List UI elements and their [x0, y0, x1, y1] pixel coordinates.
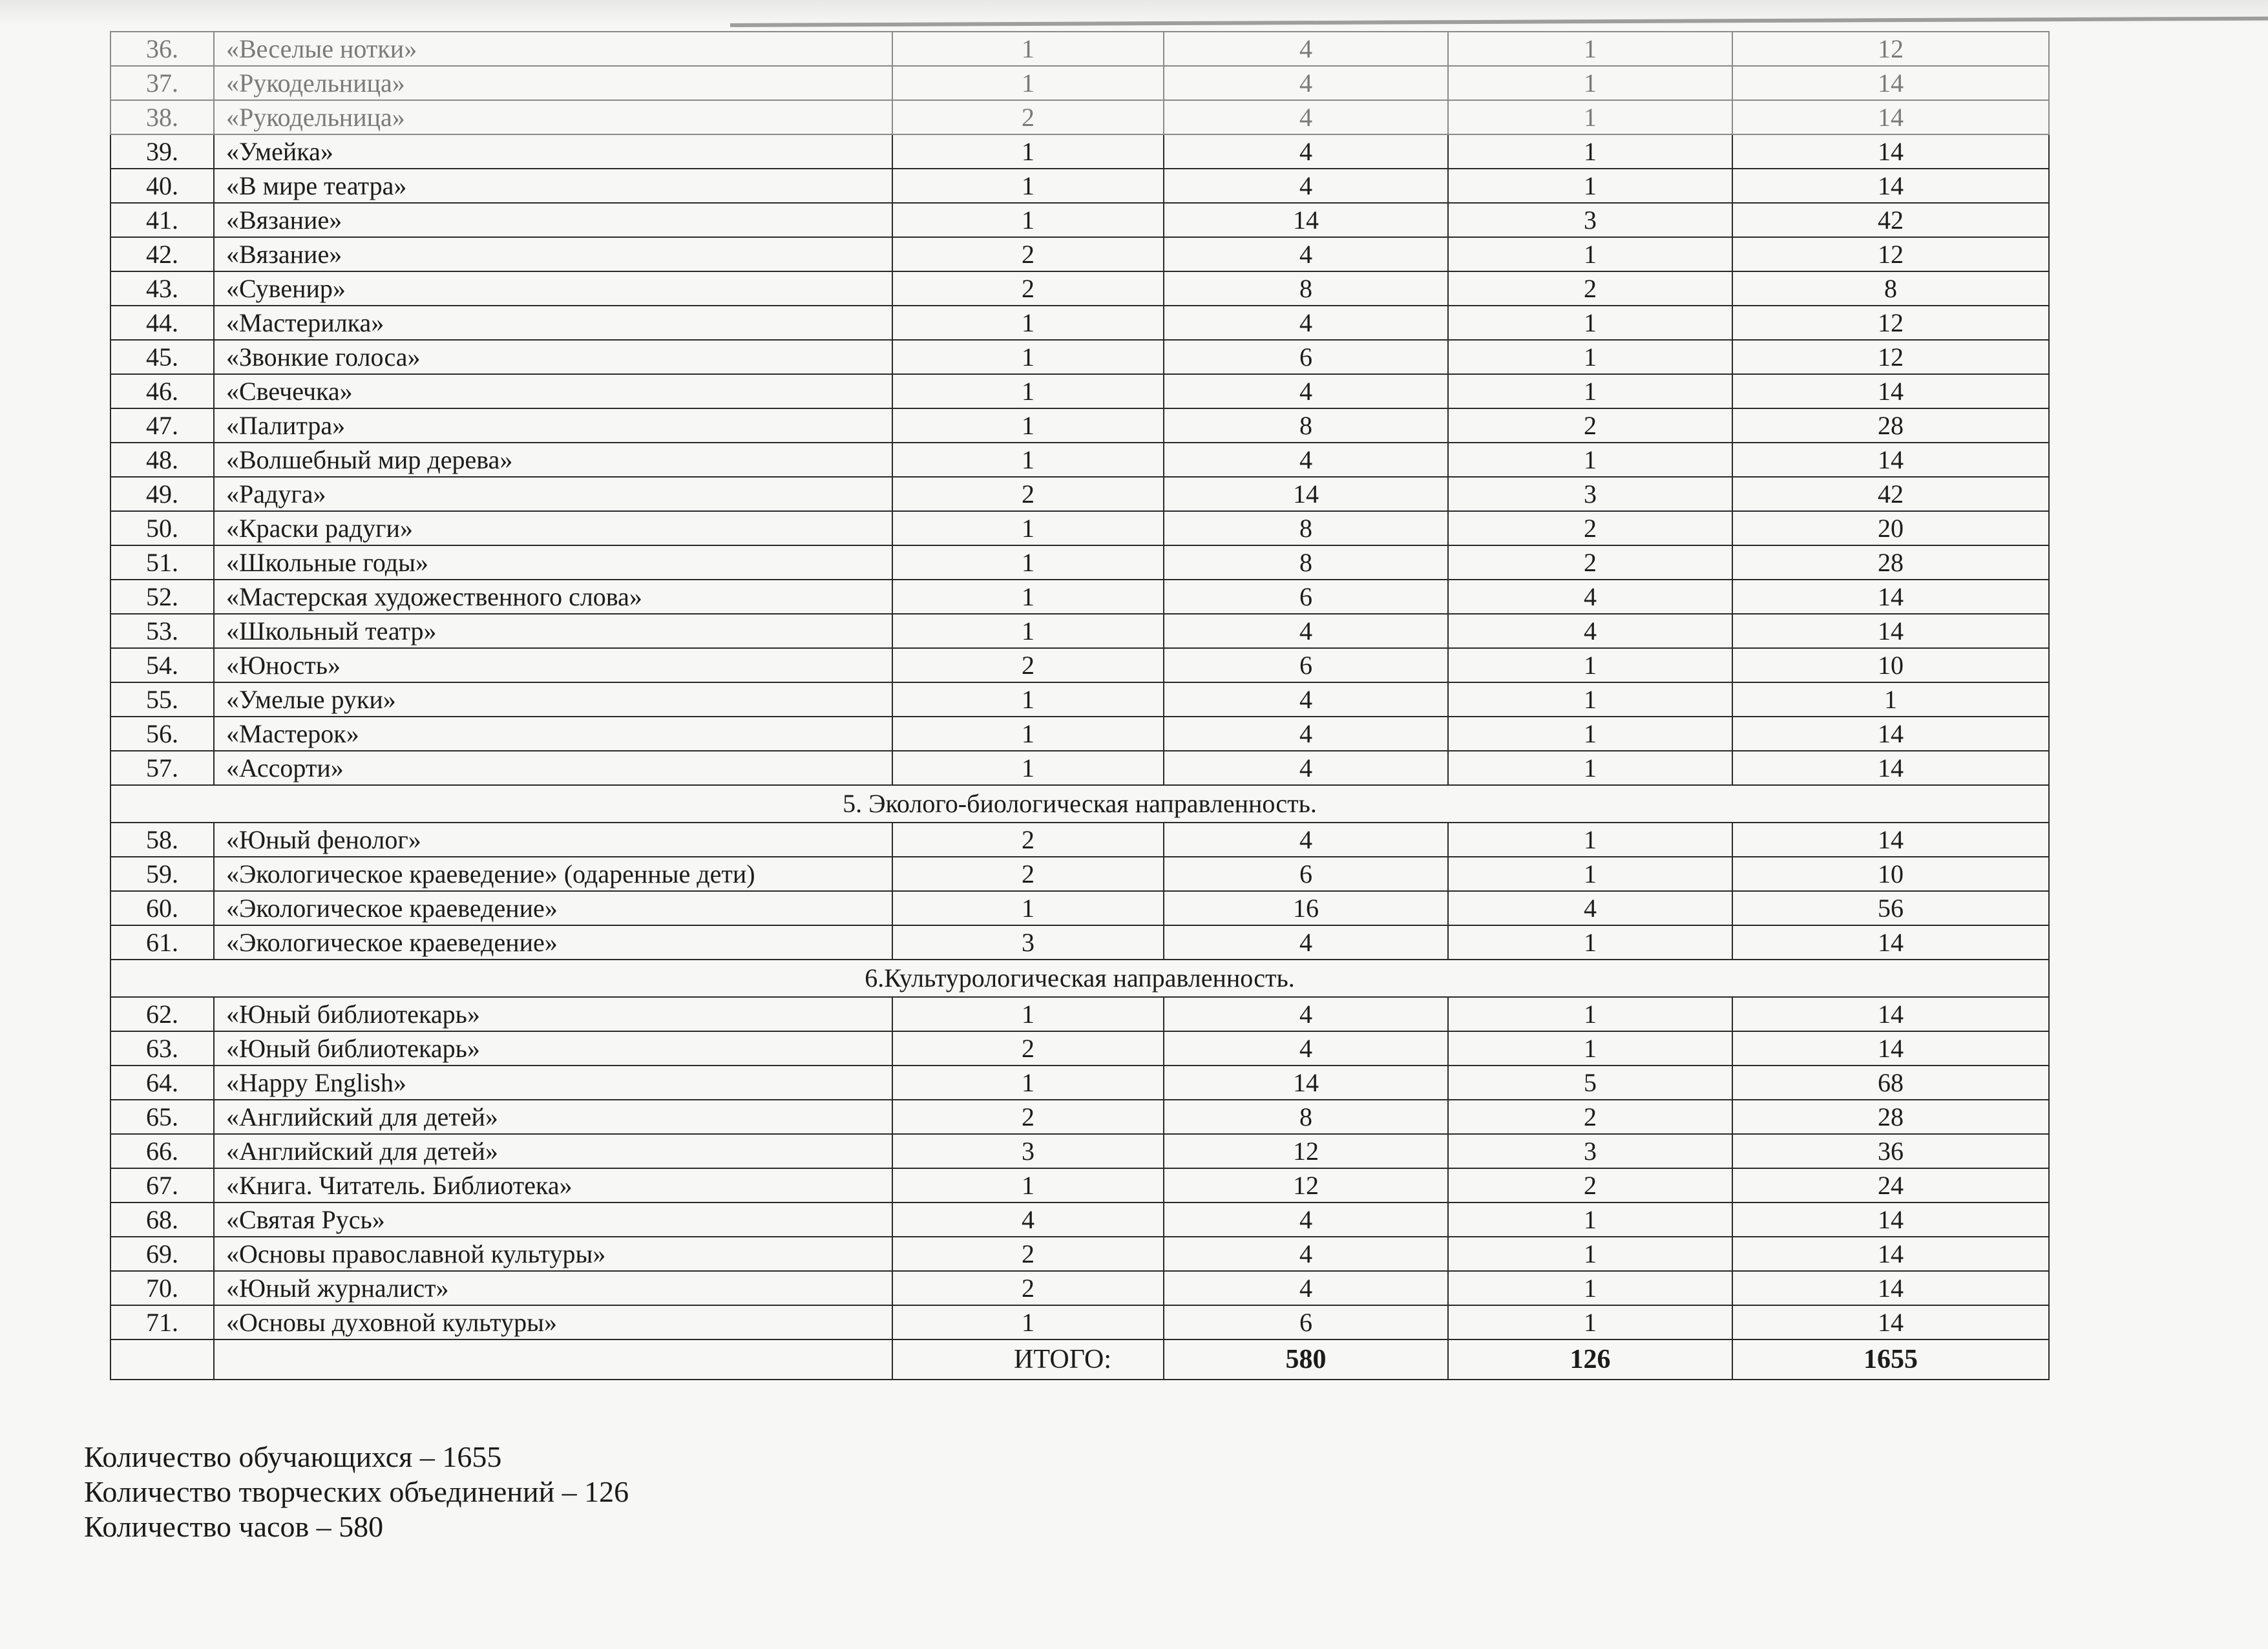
hours-per-week: 4 [1164, 1031, 1448, 1066]
group-count: 1 [1448, 66, 1732, 100]
table-row [110, 511, 2049, 545]
row-number: 54. [110, 648, 214, 682]
program-name: «Английский для детей» [214, 1134, 892, 1168]
student-count: 14 [1732, 374, 2049, 408]
table-row [110, 1100, 2049, 1134]
student-count: 12 [1732, 32, 2049, 66]
program-name: «Умелые руки» [214, 682, 892, 717]
student-count: 14 [1732, 580, 2049, 614]
student-count: 14 [1732, 134, 2049, 169]
row-number: 51. [110, 545, 214, 580]
document-sheet [110, 31, 2048, 1446]
year-of-study: 3 [892, 1134, 1164, 1168]
student-count: 14 [1732, 1271, 2049, 1305]
student-count: 14 [1732, 1305, 2049, 1339]
row-number: 60. [110, 891, 214, 925]
group-count: 1 [1448, 340, 1732, 374]
hours-per-week: 4 [1164, 100, 1448, 134]
hours-per-week: 6 [1164, 1305, 1448, 1339]
student-count: 14 [1732, 614, 2049, 648]
hours-per-week: 4 [1164, 751, 1448, 785]
year-of-study: 2 [892, 271, 1164, 306]
row-number: 45. [110, 340, 214, 374]
group-count: 2 [1448, 545, 1732, 580]
table-row [110, 169, 2049, 203]
program-name: «Ассорти» [214, 751, 892, 785]
year-of-study: 2 [892, 1031, 1164, 1066]
program-name: «Английский для детей» [214, 1100, 892, 1134]
row-number: 68. [110, 1203, 214, 1237]
program-name: «Веселые нотки» [214, 32, 892, 66]
year-of-study: 1 [892, 682, 1164, 717]
year-of-study: 2 [892, 100, 1164, 134]
row-number: 66. [110, 1134, 214, 1168]
table-row [110, 477, 2049, 511]
hours-per-week: 4 [1164, 1203, 1448, 1237]
program-name: «Волшебный мир дерева» [214, 443, 892, 477]
year-of-study: 1 [892, 511, 1164, 545]
hours-per-week: 16 [1164, 891, 1448, 925]
table-row [110, 580, 2049, 614]
program-name: «Экологическое краеведение» [214, 925, 892, 960]
year-of-study: 1 [892, 614, 1164, 648]
table-row [110, 374, 2049, 408]
year-of-study: 3 [892, 925, 1164, 960]
group-count: 2 [1448, 1168, 1732, 1203]
row-number: 67. [110, 1168, 214, 1203]
row-number: 44. [110, 306, 214, 340]
hours-per-week: 4 [1164, 717, 1448, 751]
table-row [110, 32, 2049, 66]
year-of-study: 1 [892, 751, 1164, 785]
total-label: ИТОГО: [892, 1339, 1164, 1380]
program-name: «Экологическое краеведение» (одаренные дети) [214, 857, 892, 891]
program-name: «Юность» [214, 648, 892, 682]
row-number: 55. [110, 682, 214, 717]
hours-per-week: 4 [1164, 997, 1448, 1031]
row-number: 49. [110, 477, 214, 511]
student-count: 14 [1732, 997, 2049, 1031]
group-count: 1 [1448, 100, 1732, 134]
hours-per-week: 8 [1164, 1100, 1448, 1134]
student-count: 36 [1732, 1134, 2049, 1168]
student-count: 14 [1732, 1031, 2049, 1066]
row-number: 64. [110, 1066, 214, 1100]
group-count: 1 [1448, 1237, 1732, 1271]
group-count: 1 [1448, 169, 1732, 203]
total-row [110, 1339, 2049, 1380]
section-row-culture [110, 960, 2049, 997]
table-row [110, 1031, 2049, 1066]
group-count: 1 [1448, 443, 1732, 477]
table-row [110, 682, 2049, 717]
student-count: 14 [1732, 751, 2049, 785]
hours-per-week: 6 [1164, 857, 1448, 891]
summary-groups: Количество творческих объединений – 126 [84, 1475, 629, 1508]
row-number: 52. [110, 580, 214, 614]
group-count: 1 [1448, 717, 1732, 751]
table-row [110, 203, 2049, 237]
program-name: «Юный библиотекарь» [214, 997, 892, 1031]
row-number: 57. [110, 751, 214, 785]
table-row [110, 340, 2049, 374]
group-count: 3 [1448, 1134, 1732, 1168]
table-row [110, 66, 2049, 100]
program-name: «Юный библиотекарь» [214, 1031, 892, 1066]
student-count: 8 [1732, 271, 2049, 306]
group-count: 1 [1448, 857, 1732, 891]
table-row [110, 306, 2049, 340]
table-row [110, 1237, 2049, 1271]
summary-block [84, 1440, 629, 1544]
group-count: 2 [1448, 271, 1732, 306]
hours-per-week: 8 [1164, 511, 1448, 545]
year-of-study: 2 [892, 237, 1164, 271]
year-of-study: 1 [892, 891, 1164, 925]
year-of-study: 1 [892, 545, 1164, 580]
student-count: 14 [1732, 100, 2049, 134]
table-row [110, 1203, 2049, 1237]
program-name: «Школьный театр» [214, 614, 892, 648]
group-count: 1 [1448, 997, 1732, 1031]
hours-per-week: 4 [1164, 925, 1448, 960]
row-number: 42. [110, 237, 214, 271]
student-count: 42 [1732, 477, 2049, 511]
program-name: «Основы православной культуры» [214, 1237, 892, 1271]
group-count: 4 [1448, 891, 1732, 925]
program-name: «Юный фенолог» [214, 823, 892, 857]
program-name: «Свечечка» [214, 374, 892, 408]
row-number: 46. [110, 374, 214, 408]
table-row [110, 1305, 2049, 1339]
programs-table [110, 31, 2050, 1380]
group-count: 1 [1448, 32, 1732, 66]
hours-per-week: 4 [1164, 306, 1448, 340]
row-number: 39. [110, 134, 214, 169]
program-name: «Звонкие голоса» [214, 340, 892, 374]
hours-per-week: 8 [1164, 545, 1448, 580]
year-of-study: 2 [892, 1237, 1164, 1271]
student-count: 14 [1732, 66, 2049, 100]
year-of-study: 1 [892, 340, 1164, 374]
year-of-study: 1 [892, 1305, 1164, 1339]
program-name: «Святая Русь» [214, 1203, 892, 1237]
group-count: 1 [1448, 306, 1732, 340]
summary-hours: Количество часов – 580 [84, 1510, 384, 1543]
program-name: «Умейка» [214, 134, 892, 169]
row-number: 36. [110, 32, 214, 66]
program-name: «Школьные годы» [214, 545, 892, 580]
student-count: 14 [1732, 1203, 2049, 1237]
student-count: 10 [1732, 857, 2049, 891]
table-row [110, 134, 2049, 169]
program-name: «Мастерская художественного слова» [214, 580, 892, 614]
row-number: 56. [110, 717, 214, 751]
hours-per-week: 4 [1164, 614, 1448, 648]
table-row [110, 1066, 2049, 1100]
program-name: «Вязание» [214, 203, 892, 237]
hours-per-week: 6 [1164, 580, 1448, 614]
row-number: 69. [110, 1237, 214, 1271]
table-row [110, 891, 2049, 925]
table-row [110, 237, 2049, 271]
year-of-study: 1 [892, 306, 1164, 340]
year-of-study: 1 [892, 374, 1164, 408]
group-count: 1 [1448, 374, 1732, 408]
row-number: 47. [110, 408, 214, 443]
group-count: 1 [1448, 134, 1732, 169]
year-of-study: 4 [892, 1203, 1164, 1237]
program-name: «Краски радуги» [214, 511, 892, 545]
student-count: 56 [1732, 891, 2049, 925]
total-hours: 580 [1164, 1339, 1448, 1380]
group-count: 1 [1448, 823, 1732, 857]
year-of-study: 1 [892, 443, 1164, 477]
year-of-study: 1 [892, 1066, 1164, 1100]
hours-per-week: 4 [1164, 1237, 1448, 1271]
group-count: 1 [1448, 1271, 1732, 1305]
program-name: «В мире театра» [214, 169, 892, 203]
row-number: 62. [110, 997, 214, 1031]
group-count: 1 [1448, 1203, 1732, 1237]
hours-per-week: 12 [1164, 1168, 1448, 1203]
group-count: 5 [1448, 1066, 1732, 1100]
student-count: 28 [1732, 545, 2049, 580]
hours-per-week: 4 [1164, 237, 1448, 271]
group-count: 3 [1448, 203, 1732, 237]
table-row [110, 1168, 2049, 1203]
section-row-eco [110, 785, 2049, 823]
total-students: 1655 [1732, 1339, 2049, 1380]
year-of-study: 1 [892, 169, 1164, 203]
student-count: 10 [1732, 648, 2049, 682]
hours-per-week: 4 [1164, 374, 1448, 408]
group-count: 2 [1448, 408, 1732, 443]
total-groups: 126 [1448, 1339, 1732, 1380]
hours-per-week: 4 [1164, 443, 1448, 477]
hours-per-week: 4 [1164, 32, 1448, 66]
student-count: 12 [1732, 340, 2049, 374]
table-row [110, 925, 2049, 960]
year-of-study: 1 [892, 997, 1164, 1031]
hours-per-week: 14 [1164, 477, 1448, 511]
table-row [110, 1134, 2049, 1168]
group-count: 2 [1448, 511, 1732, 545]
program-name: «Рукодельница» [214, 100, 892, 134]
row-number: 41. [110, 203, 214, 237]
group-count: 3 [1448, 477, 1732, 511]
student-count: 42 [1732, 203, 2049, 237]
hours-per-week: 12 [1164, 1134, 1448, 1168]
program-name: «Экологическое краеведение» [214, 891, 892, 925]
year-of-study: 2 [892, 823, 1164, 857]
row-number: 71. [110, 1305, 214, 1339]
table-row [110, 545, 2049, 580]
program-name: «Юный журналист» [214, 1271, 892, 1305]
year-of-study: 2 [892, 857, 1164, 891]
row-number: 63. [110, 1031, 214, 1066]
section-title-culture: 6.Культурологическая направленность. [110, 960, 2049, 997]
student-count: 12 [1732, 306, 2049, 340]
row-number: 65. [110, 1100, 214, 1134]
student-count: 14 [1732, 925, 2049, 960]
program-name: «Радуга» [214, 477, 892, 511]
hours-per-week: 14 [1164, 203, 1448, 237]
program-name: «Вязание» [214, 237, 892, 271]
table-row [110, 408, 2049, 443]
section-title-eco: 5. Эколого-биологическая направленность. [110, 785, 2049, 823]
group-count: 1 [1448, 682, 1732, 717]
programs-table-body [110, 32, 2049, 1380]
year-of-study: 1 [892, 203, 1164, 237]
table-row [110, 751, 2049, 785]
program-name: «Рукодельница» [214, 66, 892, 100]
row-number: 48. [110, 443, 214, 477]
year-of-study: 2 [892, 1271, 1164, 1305]
table-row [110, 823, 2049, 857]
table-row [110, 997, 2049, 1031]
year-of-study: 1 [892, 580, 1164, 614]
year-of-study: 2 [892, 477, 1164, 511]
row-number: 58. [110, 823, 214, 857]
hours-per-week: 4 [1164, 134, 1448, 169]
total-empty-name [214, 1339, 892, 1380]
program-name: «Основы духовной культуры» [214, 1305, 892, 1339]
hours-per-week: 4 [1164, 682, 1448, 717]
group-count: 1 [1448, 751, 1732, 785]
table-row [110, 271, 2049, 306]
student-count: 28 [1732, 408, 2049, 443]
program-name: «Мастерилка» [214, 306, 892, 340]
table-row [110, 717, 2049, 751]
student-count: 14 [1732, 1237, 2049, 1271]
student-count: 14 [1732, 443, 2049, 477]
program-name: «Книга. Читатель. Библиотека» [214, 1168, 892, 1203]
year-of-study: 1 [892, 408, 1164, 443]
row-number: 43. [110, 271, 214, 306]
hours-per-week: 6 [1164, 340, 1448, 374]
program-name: «Сувенир» [214, 271, 892, 306]
program-name: «Мастерок» [214, 717, 892, 751]
table-row [110, 100, 2049, 134]
group-count: 1 [1448, 925, 1732, 960]
year-of-study: 1 [892, 32, 1164, 66]
table-row [110, 1271, 2049, 1305]
student-count: 12 [1732, 237, 2049, 271]
row-number: 38. [110, 100, 214, 134]
year-of-study: 1 [892, 717, 1164, 751]
table-row [110, 443, 2049, 477]
student-count: 14 [1732, 169, 2049, 203]
group-count: 2 [1448, 1100, 1732, 1134]
program-name: «Палитра» [214, 408, 892, 443]
hours-per-week: 4 [1164, 1271, 1448, 1305]
row-number: 70. [110, 1271, 214, 1305]
group-count: 4 [1448, 580, 1732, 614]
hours-per-week: 4 [1164, 169, 1448, 203]
year-of-study: 2 [892, 648, 1164, 682]
year-of-study: 2 [892, 1100, 1164, 1134]
student-count: 1 [1732, 682, 2049, 717]
summary-students: Количество обучающихся – 1655 [84, 1440, 502, 1473]
hours-per-week: 4 [1164, 66, 1448, 100]
group-count: 4 [1448, 614, 1732, 648]
table-row [110, 648, 2049, 682]
hours-per-week: 4 [1164, 823, 1448, 857]
group-count: 1 [1448, 1031, 1732, 1066]
hours-per-week: 8 [1164, 408, 1448, 443]
student-count: 28 [1732, 1100, 2049, 1134]
year-of-study: 1 [892, 1168, 1164, 1203]
row-number: 59. [110, 857, 214, 891]
total-empty-num [110, 1339, 214, 1380]
year-of-study: 1 [892, 66, 1164, 100]
student-count: 14 [1732, 717, 2049, 751]
row-number: 37. [110, 66, 214, 100]
table-row [110, 857, 2049, 891]
group-count: 1 [1448, 648, 1732, 682]
group-count: 1 [1448, 237, 1732, 271]
row-number: 53. [110, 614, 214, 648]
row-number: 61. [110, 925, 214, 960]
group-count: 1 [1448, 1305, 1732, 1339]
row-number: 50. [110, 511, 214, 545]
row-number: 40. [110, 169, 214, 203]
hours-per-week: 14 [1164, 1066, 1448, 1100]
student-count: 14 [1732, 823, 2049, 857]
hours-per-week: 8 [1164, 271, 1448, 306]
hours-per-week: 6 [1164, 648, 1448, 682]
program-name: «Happy English» [214, 1066, 892, 1100]
table-row [110, 614, 2049, 648]
student-count: 20 [1732, 511, 2049, 545]
student-count: 24 [1732, 1168, 2049, 1203]
student-count: 68 [1732, 1066, 2049, 1100]
year-of-study: 1 [892, 134, 1164, 169]
